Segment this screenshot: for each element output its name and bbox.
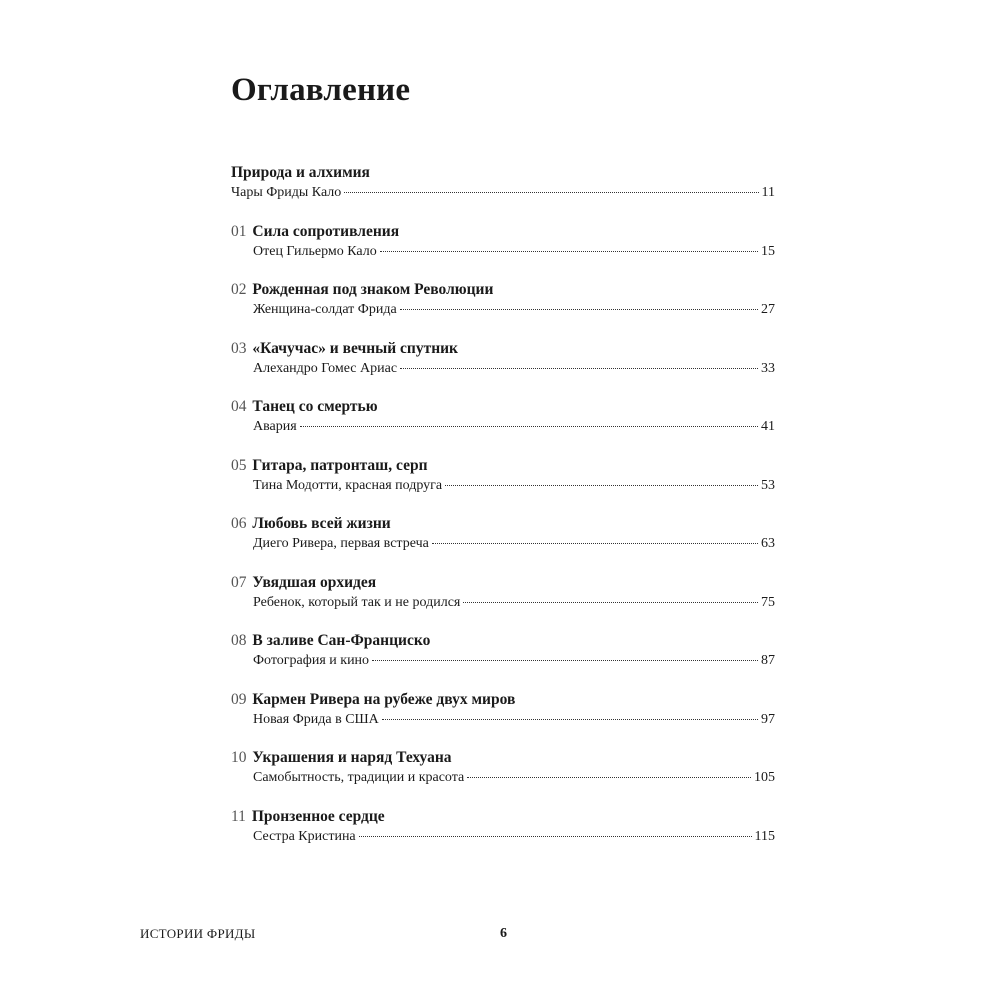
toc-heading-text: Сила сопротивления (252, 222, 400, 240)
toc-page-number: 27 (761, 302, 775, 317)
toc-page-number: 53 (761, 477, 775, 493)
chapter-number: 04 (231, 398, 247, 415)
toc-subentry (231, 300, 775, 320)
chapter-number: 10 (231, 749, 247, 766)
toc-entry (231, 163, 775, 222)
toc-heading-text: Кармен Ривера на рубеже двух миров (252, 690, 516, 708)
toc-heading-text: Увядшая орхидея (252, 573, 377, 591)
toc-page-number: 115 (754, 828, 775, 844)
chapter-number: 03 (231, 339, 247, 357)
toc-entry (231, 514, 775, 573)
toc-subentry (231, 768, 775, 788)
toc-subentry (231, 534, 775, 554)
toc-subentry-title: Отец Гильермо Кало (253, 243, 377, 259)
chapter-number: 01 (231, 222, 247, 240)
toc-entry (231, 222, 775, 281)
toc-heading (231, 280, 775, 300)
toc-heading (231, 222, 775, 242)
toc-heading (231, 163, 775, 183)
toc-heading-text: Украшения и наряд Техуана (252, 749, 452, 766)
chapter-number: 05 (231, 456, 247, 474)
toc-subentry-title: Новая Фрида в США (253, 711, 379, 727)
dot-leader (400, 368, 758, 369)
toc-subentry-title: Самобытность, традиции и красота (253, 770, 465, 785)
toc-page-number: 15 (761, 243, 775, 259)
table-of-contents (231, 163, 775, 865)
toc-subentry (231, 593, 775, 613)
dot-leader (445, 485, 758, 486)
chapter-number: 06 (231, 515, 247, 532)
toc-heading (231, 456, 775, 476)
toc-entry (231, 631, 775, 690)
toc-heading-text: Гитара, патронташ, серп (252, 456, 428, 474)
toc-subentry (231, 476, 775, 496)
toc-page-number: 11 (761, 185, 775, 200)
chapter-number: 11 (231, 807, 246, 825)
dot-leader (359, 836, 752, 837)
chapter-number: 07 (231, 573, 247, 591)
toc-page-number: 97 (761, 711, 775, 727)
toc-page-number: 33 (761, 360, 775, 376)
dot-leader (467, 777, 751, 778)
toc-entry (231, 748, 775, 807)
toc-entry (231, 456, 775, 515)
toc-subentry (231, 651, 775, 671)
dot-leader (432, 543, 758, 544)
toc-page-number: 105 (754, 770, 775, 785)
dot-leader (380, 251, 758, 252)
toc-subentry-title: Диего Ривера, первая встреча (253, 536, 429, 551)
toc-page-number: 87 (761, 653, 775, 668)
toc-subentry-title: Фотография и кино (253, 653, 370, 668)
toc-entry (231, 573, 775, 632)
toc-entry (231, 280, 775, 339)
toc-subentry-title: Авария (253, 419, 297, 434)
dot-leader (300, 426, 758, 427)
dot-leader (400, 309, 758, 310)
toc-subentry-title: Женщина-солдат Фрида (253, 302, 397, 317)
toc-heading-text: В заливе Сан-Франциско (252, 632, 431, 649)
toc-entry (231, 339, 775, 398)
toc-heading (231, 573, 775, 593)
toc-page-number: 75 (761, 594, 775, 610)
dot-leader (372, 660, 758, 661)
toc-heading (231, 339, 775, 359)
dot-leader (344, 192, 758, 193)
toc-subentry (231, 242, 775, 262)
toc-heading-text: Пронзенное сердце (251, 807, 385, 825)
toc-entry (231, 397, 775, 456)
chapter-number: 08 (231, 632, 247, 649)
toc-subentry (231, 359, 775, 379)
running-footer-book-title: ИСТОРИИ ФРИДЫ (140, 926, 256, 941)
toc-subentry-title: Ребенок, который так и не родился (253, 594, 461, 610)
toc-subentry-title: Сестра Кристина (253, 828, 356, 844)
toc-heading (231, 397, 775, 417)
toc-heading (231, 631, 775, 651)
toc-heading-text: «Качучас» и вечный спутник (252, 339, 458, 357)
toc-entry (231, 807, 775, 866)
toc-subentry-title: Алехандро Гомес Ариас (253, 360, 398, 376)
toc-entry (231, 690, 775, 749)
toc-subentry (231, 417, 775, 437)
dot-leader (382, 719, 758, 720)
toc-heading-text: Танец со смертью (252, 398, 378, 415)
toc-heading (231, 514, 775, 534)
toc-heading (231, 690, 775, 710)
toc-heading-text: Природа и алхимия (231, 164, 370, 181)
toc-page-number: 63 (761, 536, 775, 551)
page-title: Оглавление (231, 72, 411, 108)
toc-subentry-title: Чары Фриды Кало (231, 185, 342, 200)
toc-heading-text: Любовь всей жизни (252, 515, 391, 532)
toc-subentry (231, 710, 775, 730)
toc-heading (231, 748, 775, 768)
toc-subentry (231, 183, 775, 203)
page-number: 6 (500, 926, 507, 941)
toc-heading-text: Рожденная под знаком Революции (252, 281, 494, 298)
chapter-number: 09 (231, 690, 247, 708)
dot-leader (463, 602, 758, 603)
chapter-number: 02 (231, 281, 247, 298)
toc-page-number: 41 (761, 419, 775, 434)
toc-subentry-title: Тина Модотти, красная подруга (253, 477, 443, 493)
toc-heading (231, 807, 775, 827)
toc-subentry (231, 827, 775, 847)
